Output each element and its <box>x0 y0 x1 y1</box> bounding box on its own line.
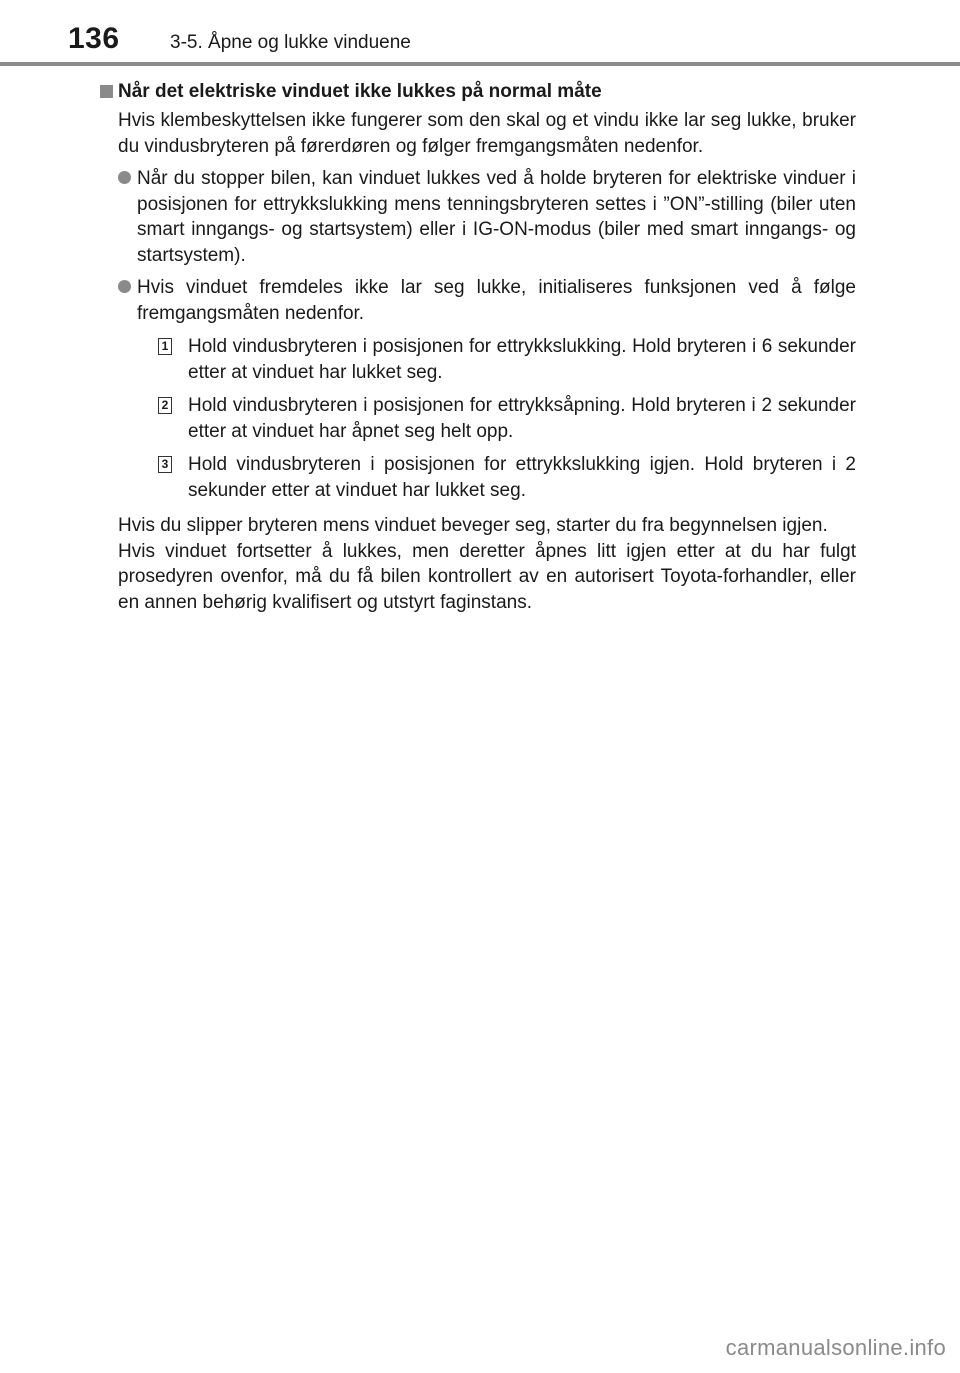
step-number-badge: 3 <box>158 456 172 473</box>
bullet-item <box>118 166 856 268</box>
outro-paragraph: Hvis du slipper bryteren mens vinduet beveger seg, starter du fra begynnelsen igjen. <box>118 515 828 536</box>
step-number-badge: 1 <box>158 338 172 355</box>
page-header <box>0 0 960 70</box>
bullet-text: Hvis vinduet fremdeles ikke lar seg lukke, initialiseres funksjonen ved å følge fremgangsmåten nedenfor. <box>137 277 856 324</box>
circle-bullet-icon <box>118 171 131 184</box>
step-item <box>158 334 856 385</box>
circle-bullet-icon <box>118 280 131 293</box>
page-number: 136 <box>68 22 120 55</box>
outro-paragraph: Hvis vinduet fortsetter å lukkes, men deretter åpnes litt igjen etter at du har fulgt prosedyren ovenfor, må du få bilen kontrollert av en autorisert Toyota-forhandler, eller en annen behørig kvalifisert og utstyrt faginstans. <box>118 540 856 613</box>
bullet-text: Når du stopper bilen, kan vinduet lukkes ved å holde bryteren for elektriske vinduer i posisjonen for ettrykkslukking mens tenningsbryteren settes i ”ON”-stilling (biler uten smart inngangs- og startsystem) eller i IG-ON-modus (biler med smart inngangs- og startsystem). <box>137 168 856 266</box>
step-text: Hold vindusbryteren i posisjonen for ettrykkslukking. Hold bryteren i 6 sekunder etter at vinduet har lukket seg. <box>188 336 856 383</box>
heading-text: Når det elektriske vinduet ikke lukkes på normal måte <box>118 81 602 102</box>
page-content <box>96 80 856 615</box>
subsection-heading <box>96 80 856 106</box>
bullet-item <box>118 275 856 326</box>
step-item <box>158 393 856 444</box>
step-number-badge: 2 <box>158 397 172 414</box>
step-text: Hold vindusbryteren i posisjonen for ettrykksåpning. Hold bryteren i 2 sekunder etter at vinduet har åpnet seg helt opp. <box>188 395 856 442</box>
step-item <box>158 452 856 503</box>
section-title: 3-5. Åpne og lukke vinduene <box>170 32 411 53</box>
step-text: Hold vindusbryteren i posisjonen for ettrykkslukking igjen. Hold bryteren i 2 sekunder etter at vinduet har lukket seg. <box>188 454 856 501</box>
header-divider <box>0 62 960 66</box>
intro-paragraph: Hvis klembeskyttelsen ikke fungerer som den skal og et vindu ikke lar seg lukke, bruker du vindusbryteren på førerdøren og følger fremgangsmåten nedenfor. <box>118 110 856 157</box>
square-bullet-icon <box>100 85 113 98</box>
footer-watermark: carmanualsonline.info <box>725 1335 946 1360</box>
